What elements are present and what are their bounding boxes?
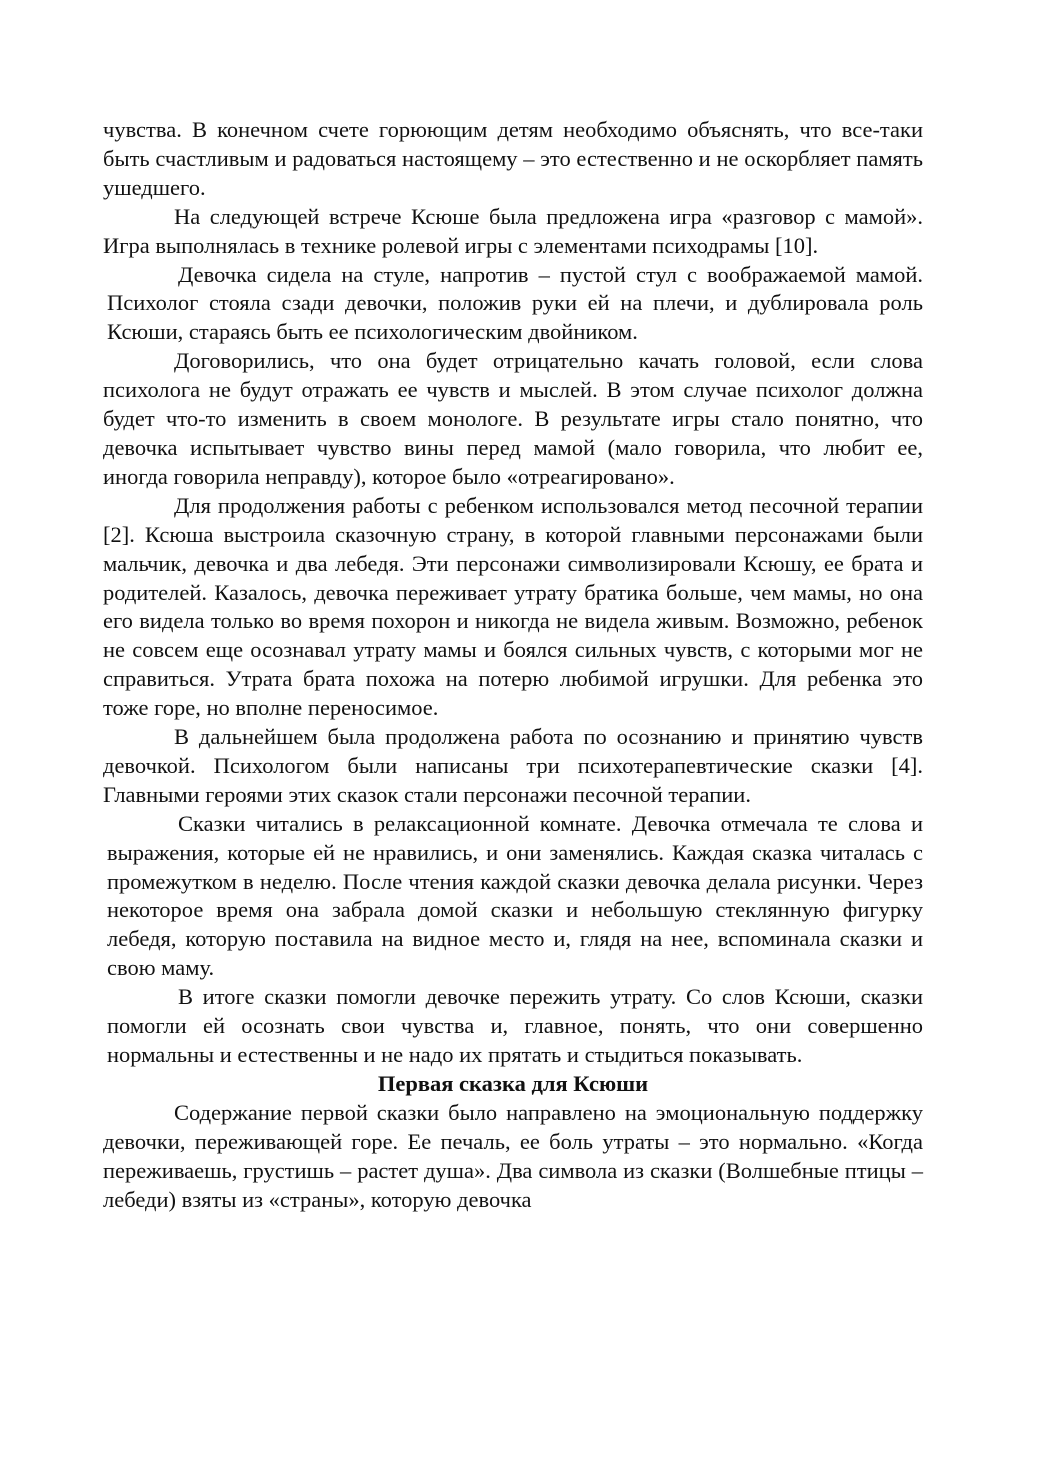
- paragraph-4: Договорились, что она будет отрицательно качать головой, если слова психолога не будут отражать ее чувств и мыслей. В этом случае психолог должна будет что-то изменить в своем монологе. В результате игры стало понятно, что девочка испытывает чувство вины перед мамой (мало говорила, что любит ее, иногда говорила неправду), которое было «отреагировано».: [103, 348, 923, 489]
- paragraph-5: Для продолжения работы с ребенком использовался метод песочной терапии [2]. Ксюша выстроила сказочную страну, в которой главными персонажами были мальчик, девочка и два лебедя. Эти персонажи символизировали Ксюшу, ее брата и родителей. Казалось, девочка переживает утрату братика больше, чем мамы, но она его видела только во время похорон и никогда не видела живым. Возможно, ребенок не совсем еще осознавал утрату мамы и боялся сильных чувств, с которыми мог не справиться. Утрата брата похожа на потерю любимой игрушки. Для ребенка это тоже горе, но вполне переносимое.: [103, 492, 923, 721]
- paragraph-7: Сказки читались в релаксационной комнате. Девочка отмечала те слова и выражения, которые ей не нравились, и они заменялись. Каждая сказка читалась с промежутком в неделю. После чтения каждой сказки девочка делала рисунки. Через некоторое время она забрала домой сказки и небольшую стеклянную фигурку лебедя, которую поставила на видное место и, глядя на нее, вспоминала сказки и свою маму.: [107, 810, 923, 981]
- paragraph-8: В итоге сказки помогли девочке пережить утрату. Со слов Ксюши, сказки помогли ей осознать свои чувства и, главное, понять, что они совершенно нормальны и естественны и не надо их прятать и стыдиться показывать.: [107, 984, 923, 1067]
- document-text: [103, 116, 923, 1214]
- paragraph-3: Девочка сидела на стуле, напротив – пустой стул с воображаемой мамой. Психолог стояла сзади девочки, положив руки ей на плечи, и дублировала роль Ксюши, стараясь быть ее психологическим двойником.: [107, 261, 923, 345]
- section-heading: Первая сказка для Ксюши: [377, 1070, 649, 1096]
- paragraph-final: Содержание первой сказки было направлено на эмоциональную поддержку девочки, переживающей горе. Ее печаль, ее боль утраты – это нормально. «Когда переживаешь, грустишь – растет душа». Два символа из сказки (Волшебные птицы – лебеди) взяты из «страны», которую девочка: [103, 1099, 923, 1212]
- paragraph-1: чувства. В конечном счете горюющим детям необходимо объяснять, что все-таки быть счастливым и радоваться настоящему – это естественно и не оскорбляет память ушедшего.: [103, 117, 923, 200]
- paragraph-6: В дальнейшем была продолжена работа по осознанию и принятию чувств девочкой. Психологом были написаны три психотерапевтические сказки [4]. Главными героями этих сказок стали персонажи песочной терапии.: [103, 724, 923, 807]
- paragraph-2: На следующей встрече Ксюше была предложена игра «разговор с мамой». Игра выполнялась в технике ролевой игры с элементами психодрамы [10].: [103, 203, 923, 258]
